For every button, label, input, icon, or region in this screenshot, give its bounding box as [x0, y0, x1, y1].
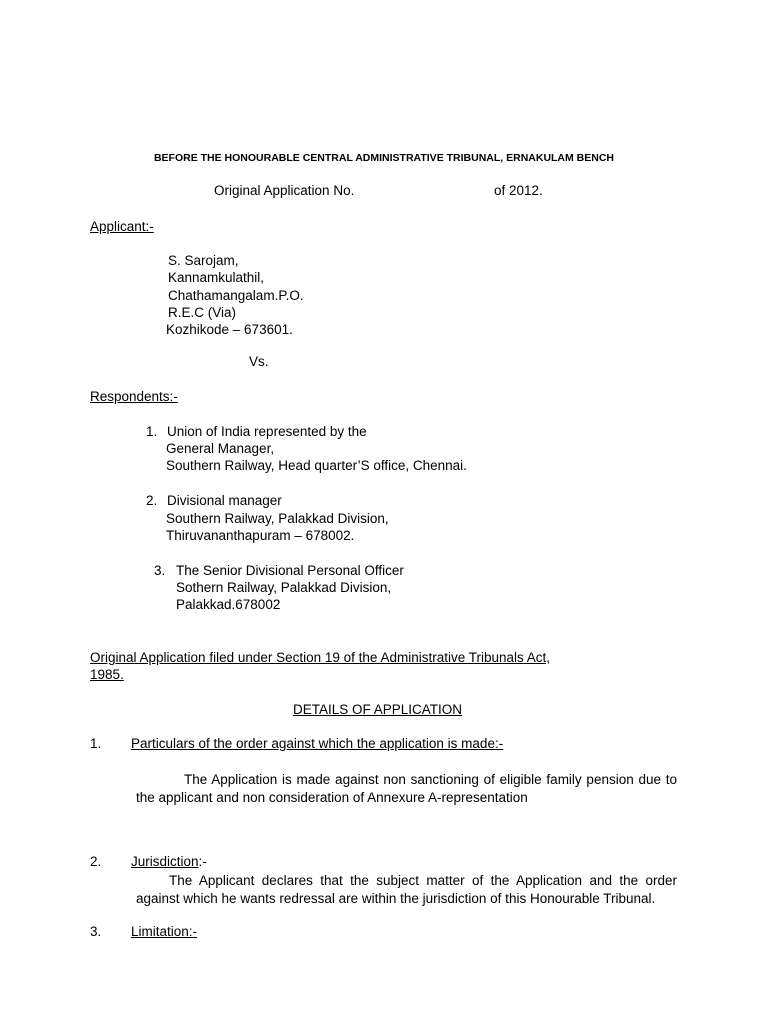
address-line: Chathamangalam.P.O.	[168, 288, 304, 303]
filed-under-line: Original Application filed under Section 19 of the Administrative Tribunals Act,	[90, 650, 551, 665]
section-number: 3.	[90, 924, 102, 939]
application-year: of 2012.	[494, 183, 543, 198]
section-number: 1.	[90, 736, 102, 751]
respondent-line: General Manager,	[166, 441, 275, 456]
respondent-number: 1.	[146, 424, 158, 439]
respondent-line: The Senior Divisional Personal Officer	[176, 563, 404, 578]
address-line: Kannamkulathil,	[168, 270, 265, 285]
section-title: Jurisdiction	[131, 854, 199, 869]
section-number: 2.	[90, 854, 102, 869]
details-heading: DETAILS OF APPLICATION	[293, 702, 463, 717]
address-line: R.E.C (Via)	[168, 305, 237, 320]
applicant-heading: Applicant:-	[90, 219, 154, 234]
section-title-wrap	[131, 854, 207, 869]
section-title: Limitation:-	[131, 924, 198, 939]
section-body	[136, 872, 677, 908]
respondent-number: 3.	[154, 563, 166, 578]
respondent-line: Divisional manager	[167, 493, 282, 508]
respondent-line: Sothern Railway, Palakkad Division,	[176, 580, 392, 595]
filed-under-year: 1985.	[90, 667, 124, 682]
respondent-line: Palakkad.678002	[176, 597, 281, 612]
versus-text: Vs.	[249, 354, 269, 369]
respondents-heading: Respondents:-	[90, 389, 178, 404]
respondent-line: Southern Railway, Head quarter’S office, Chennai.	[166, 458, 467, 473]
respondent-number: 2.	[146, 493, 158, 508]
address-line: Kozhikode – 673601.	[166, 322, 293, 337]
section-body	[136, 771, 677, 807]
court-heading: BEFORE THE HONOURABLE CENTRAL ADMINISTRATIVE TRIBUNAL, ERNAKULAM BENCH	[153, 152, 615, 164]
address-line: S. Sarojam,	[168, 253, 239, 268]
respondent-line: Thiruvananthapuram – 678002.	[166, 528, 355, 543]
section-title: Particulars of the order against which the application is made:-	[131, 736, 504, 751]
application-number-label: Original Application No.	[214, 183, 355, 198]
section-body-text: The Applicant declares that the subject matter of the Application and the order against which he wants redressal are within the jurisdiction of this Honourable Tribunal.	[136, 873, 677, 906]
section-body-text: The Application is made against non sanctioning of eligible family pension due to the applicant and non consideration of Annexure A-representation	[136, 772, 677, 805]
respondent-line: Southern Railway, Palakkad Division,	[166, 511, 389, 526]
respondent-line: Union of India represented by the	[167, 424, 367, 439]
section-title-suffix: :-	[198, 854, 207, 869]
